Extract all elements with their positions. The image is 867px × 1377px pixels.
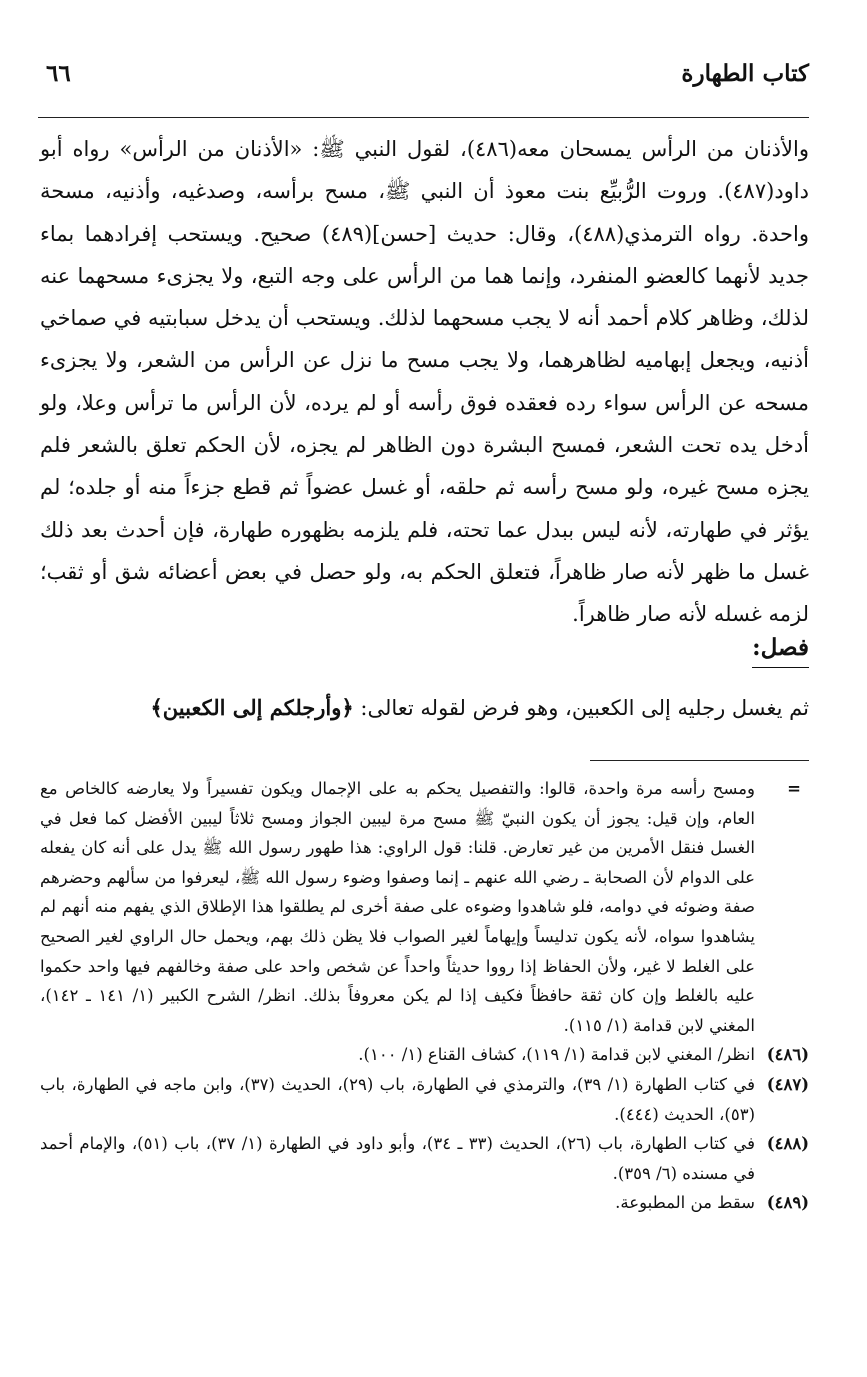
footnote-text: انظر/ المغني لابن قدامة (١/ ١١٩)، كشاف القناع (١/ ١٠٠). — [358, 1045, 755, 1065]
footnote-number: (٤٨٦) — [766, 1045, 809, 1065]
footnotes — [40, 774, 809, 1218]
footnote-continuation-text: ومسح رأسه مرة واحدة، قالوا: والتفصيل يحكم به على الإجمال ويكون تفسيراً ولا يعارضه كالخاص مع العام، وإن قيل: يجوز أن يكون النبيّ ﷺ مسح مرة ليبين الجواز ومسح ثلاثاً ليبين الأفضل كما فعل في الغسل فنقل الأمرين من غير تعارض. قلنا: قول الراوي: هذا طهور رسول الله ﷺ يدل على أنه كان يفعله على الدوام لأن الصحابة ـ رضي الله عنهم ـ إنما وصفوا وضوء رسول الله ﷺ، ليعرفوا من سألهم وحضرهم صفة وضوئه في دوامه، فلو شاهدوا وضوءه على صفة أخرى لم يطلقوا هذا الإطلاق الذي يفهم منه أنهم لم يشاهدوا سواه، لأنه يكون تدليساً وإيهاماً لغير الصواب فلا يظن ذلك بهم، ويحمل حال الراوي لغير الصحيح على الغلط لا غير، ولأن الحفاظ إذا رووا حديثاً واحداً عن شخص واحد على صفة وخالفهم فيها واحد حكموا عليه بالغلط وإن كان ثقة حافظاً فكيف إذا لم يكن معروفاً بذلك. انظر/ الشرح الكبير (١/ ١٤١ ـ ١٤٢)، المغني لابن قدامة (١/ ١١٥). — [40, 779, 755, 1035]
page-header — [38, 56, 809, 96]
footnote-number: (٤٨٩) — [766, 1193, 809, 1213]
quran-quote: ﴿وأرجلكم إلى الكعبين﴾ — [150, 695, 354, 720]
continuation-marker: = — [787, 779, 801, 798]
footnote-486 — [40, 1040, 809, 1070]
section-heading: فصل: — [752, 630, 809, 668]
main-text — [40, 128, 809, 636]
footnote-number: (٤٨٨) — [766, 1134, 809, 1154]
footnote-text: في كتاب الطهارة (١/ ٣٩)، والترمذي في الطهارة، باب (٢٩)، الحديث (٣٧)، وابن ماجه في الطهارة، باب (٥٣)، الحديث (٤٤٤). — [40, 1074, 755, 1124]
section-sentence: ثم يغسل رجليه إلى الكعبين، وهو فرض لقوله تعالى: — [353, 696, 809, 720]
footnote-text: سقط من المطبوعة. — [615, 1193, 755, 1213]
header-rule — [38, 117, 809, 118]
footnote-continuation — [40, 774, 809, 1040]
footnote-488 — [40, 1129, 809, 1188]
footnote-489 — [40, 1188, 809, 1218]
footnote-number: (٤٨٧) — [766, 1074, 809, 1094]
footnote-rule — [590, 760, 809, 761]
footnote-text: في كتاب الطهارة، باب (٢٦)، الحديث (٣٣ ـ ٣٤)، وأبو داود في الطهارة (١/ ٣٧)، باب (٥١)، والإمام أحمد في مسنده (٦/ ٣٥٩). — [40, 1134, 756, 1183]
body-paragraph: والأذنان من الرأس يمسحان معه(٤٨٦)، لقول النبي ﷺ: «الأذنان من الرأس» رواه أبو داود(٤٨٧). وروت الرُّبيِّع بنت معوذ أن النبي ﷺ، مسح برأسه، وصدغيه، وأذنيه، مسحة واحدة. رواه الترمذي(٤٨٨)، وقال: حديث [حسن](٤٨٩) صحيح. ويستحب إفرادهما بماء جديد لأنهما كالعضو المنفرد، وإنما هما من الرأس على وجه التبع، ولا يجزىء مسحهما عنه لذلك، وظاهر كلام أحمد أنه لا يجب مسحهما لذلك. ويستحب أن يدخل سبابتيه في صماخي أذنيه، ويجعل إبهاميه لظاهرهما، ولا يجب مسح ما نزل عن الرأس من الشعر، ولا يجزىء مسحه عن الرأس سواء رده فعقده فوق رأسه أو لم يرده، لأن الرأس ما ترأس وعلا، ولو أدخل يده تحت الشعر، فمسح البشرة دون الظاهر لم يجزه، لأن الحكم تعلق بالشعر فلم يجزه مسح غيره، ولو مسح رأسه ثم حلقه، أو غسل عضواً ثم قطع جزءاً منه أو جلده؛ لم يؤثر في طهارته، لأنه ليس ببدل عما تحته، فلم يلزمه بظهوره طهارة، فإن أحدث بعد ذلك غسل ما ظهر لأنه صار ظاهراً، فتعلق الحكم به، ولو حصل في بعض أعضائه شق أو ثقب؛ لزمه غسله لأنه صار ظاهراً. — [40, 137, 809, 627]
page-number: ٦٦ — [46, 60, 71, 87]
footnote-487 — [40, 1070, 809, 1129]
running-title: كتاب الطهارة — [681, 60, 809, 87]
section-text — [40, 688, 809, 728]
